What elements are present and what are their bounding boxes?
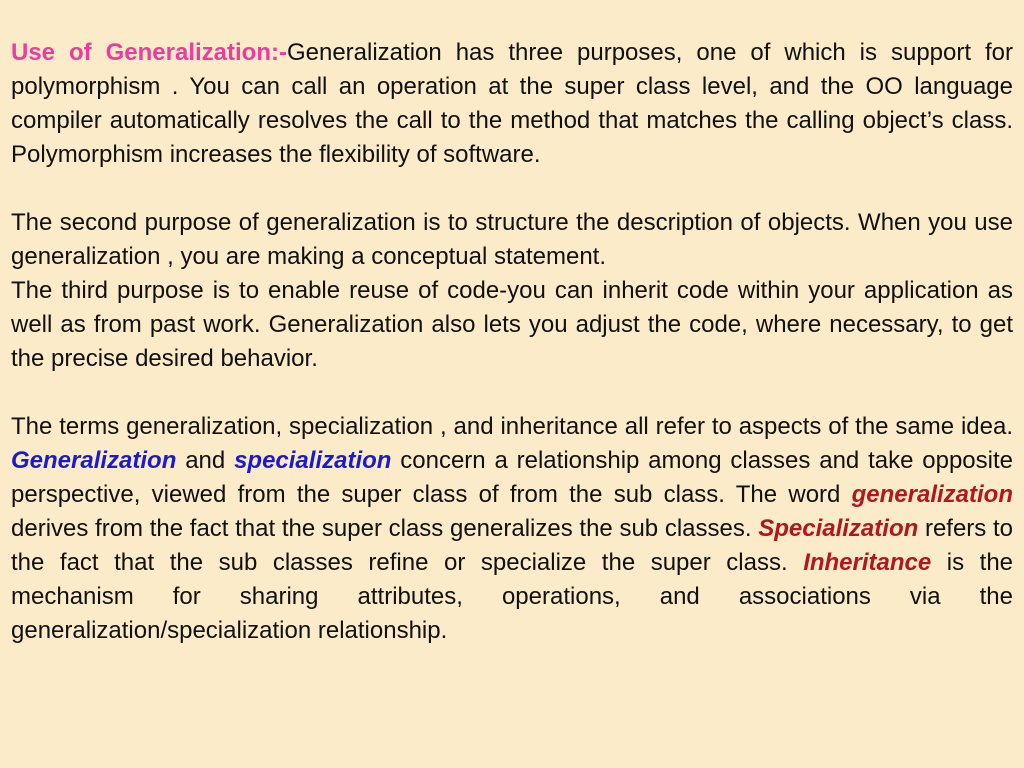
term-generalization-word: generalization [851, 481, 1013, 508]
paragraph-text: Generalization has three purposes, one of which is support for polymorphism . You can call an operation at the super class level, and the OO language compiler automatically resolves the call to the method that matches the calling object’s class. Polymorphism increases the flexibility of software. [11, 39, 1014, 168]
section-heading: Use of Generalization:- [11, 39, 287, 66]
paragraph-purpose-three [11, 274, 1013, 376]
paragraph-purpose-one [11, 36, 1013, 172]
paragraph-gap [11, 172, 1013, 206]
paragraph-text: refers to the fact that the sub classes refine or specialize the super class. [11, 515, 1013, 576]
paragraph-text: The terms generalization, specialization , and inheritance all refer to aspects of the same idea. [11, 413, 1013, 440]
paragraph-text: derives from the fact that the super class generalizes the sub classes. [11, 515, 759, 542]
paragraph-terms [11, 410, 1013, 648]
paragraph-text: concern a relationship among classes and take opposite perspective, viewed from the super class of from the sub class. The word [11, 447, 1013, 508]
term-inheritance: Inheritance [803, 549, 932, 576]
paragraph-text: and [176, 447, 235, 474]
paragraph-text: The third purpose is to enable reuse of code-you can inherit code within your application as well as from past work. Generalization also lets you adjust the code, where necessary, to get the precise desired behavior. [11, 277, 1013, 372]
paragraph-purpose-two [11, 206, 1013, 274]
term-specialization-cap: Specialization [758, 515, 919, 542]
paragraph-gap [11, 376, 1013, 410]
term-specialization: specialization [234, 447, 392, 474]
term-generalization: Generalization [11, 447, 177, 474]
paragraph-text: The second purpose of generalization is to structure the description of objects. When you use generalization , you are making a conceptual statement. [11, 209, 1013, 270]
paragraph-text: is the mechanism for sharing attributes, operations, and associations via the generalization/specialization relationship. [11, 549, 1014, 644]
